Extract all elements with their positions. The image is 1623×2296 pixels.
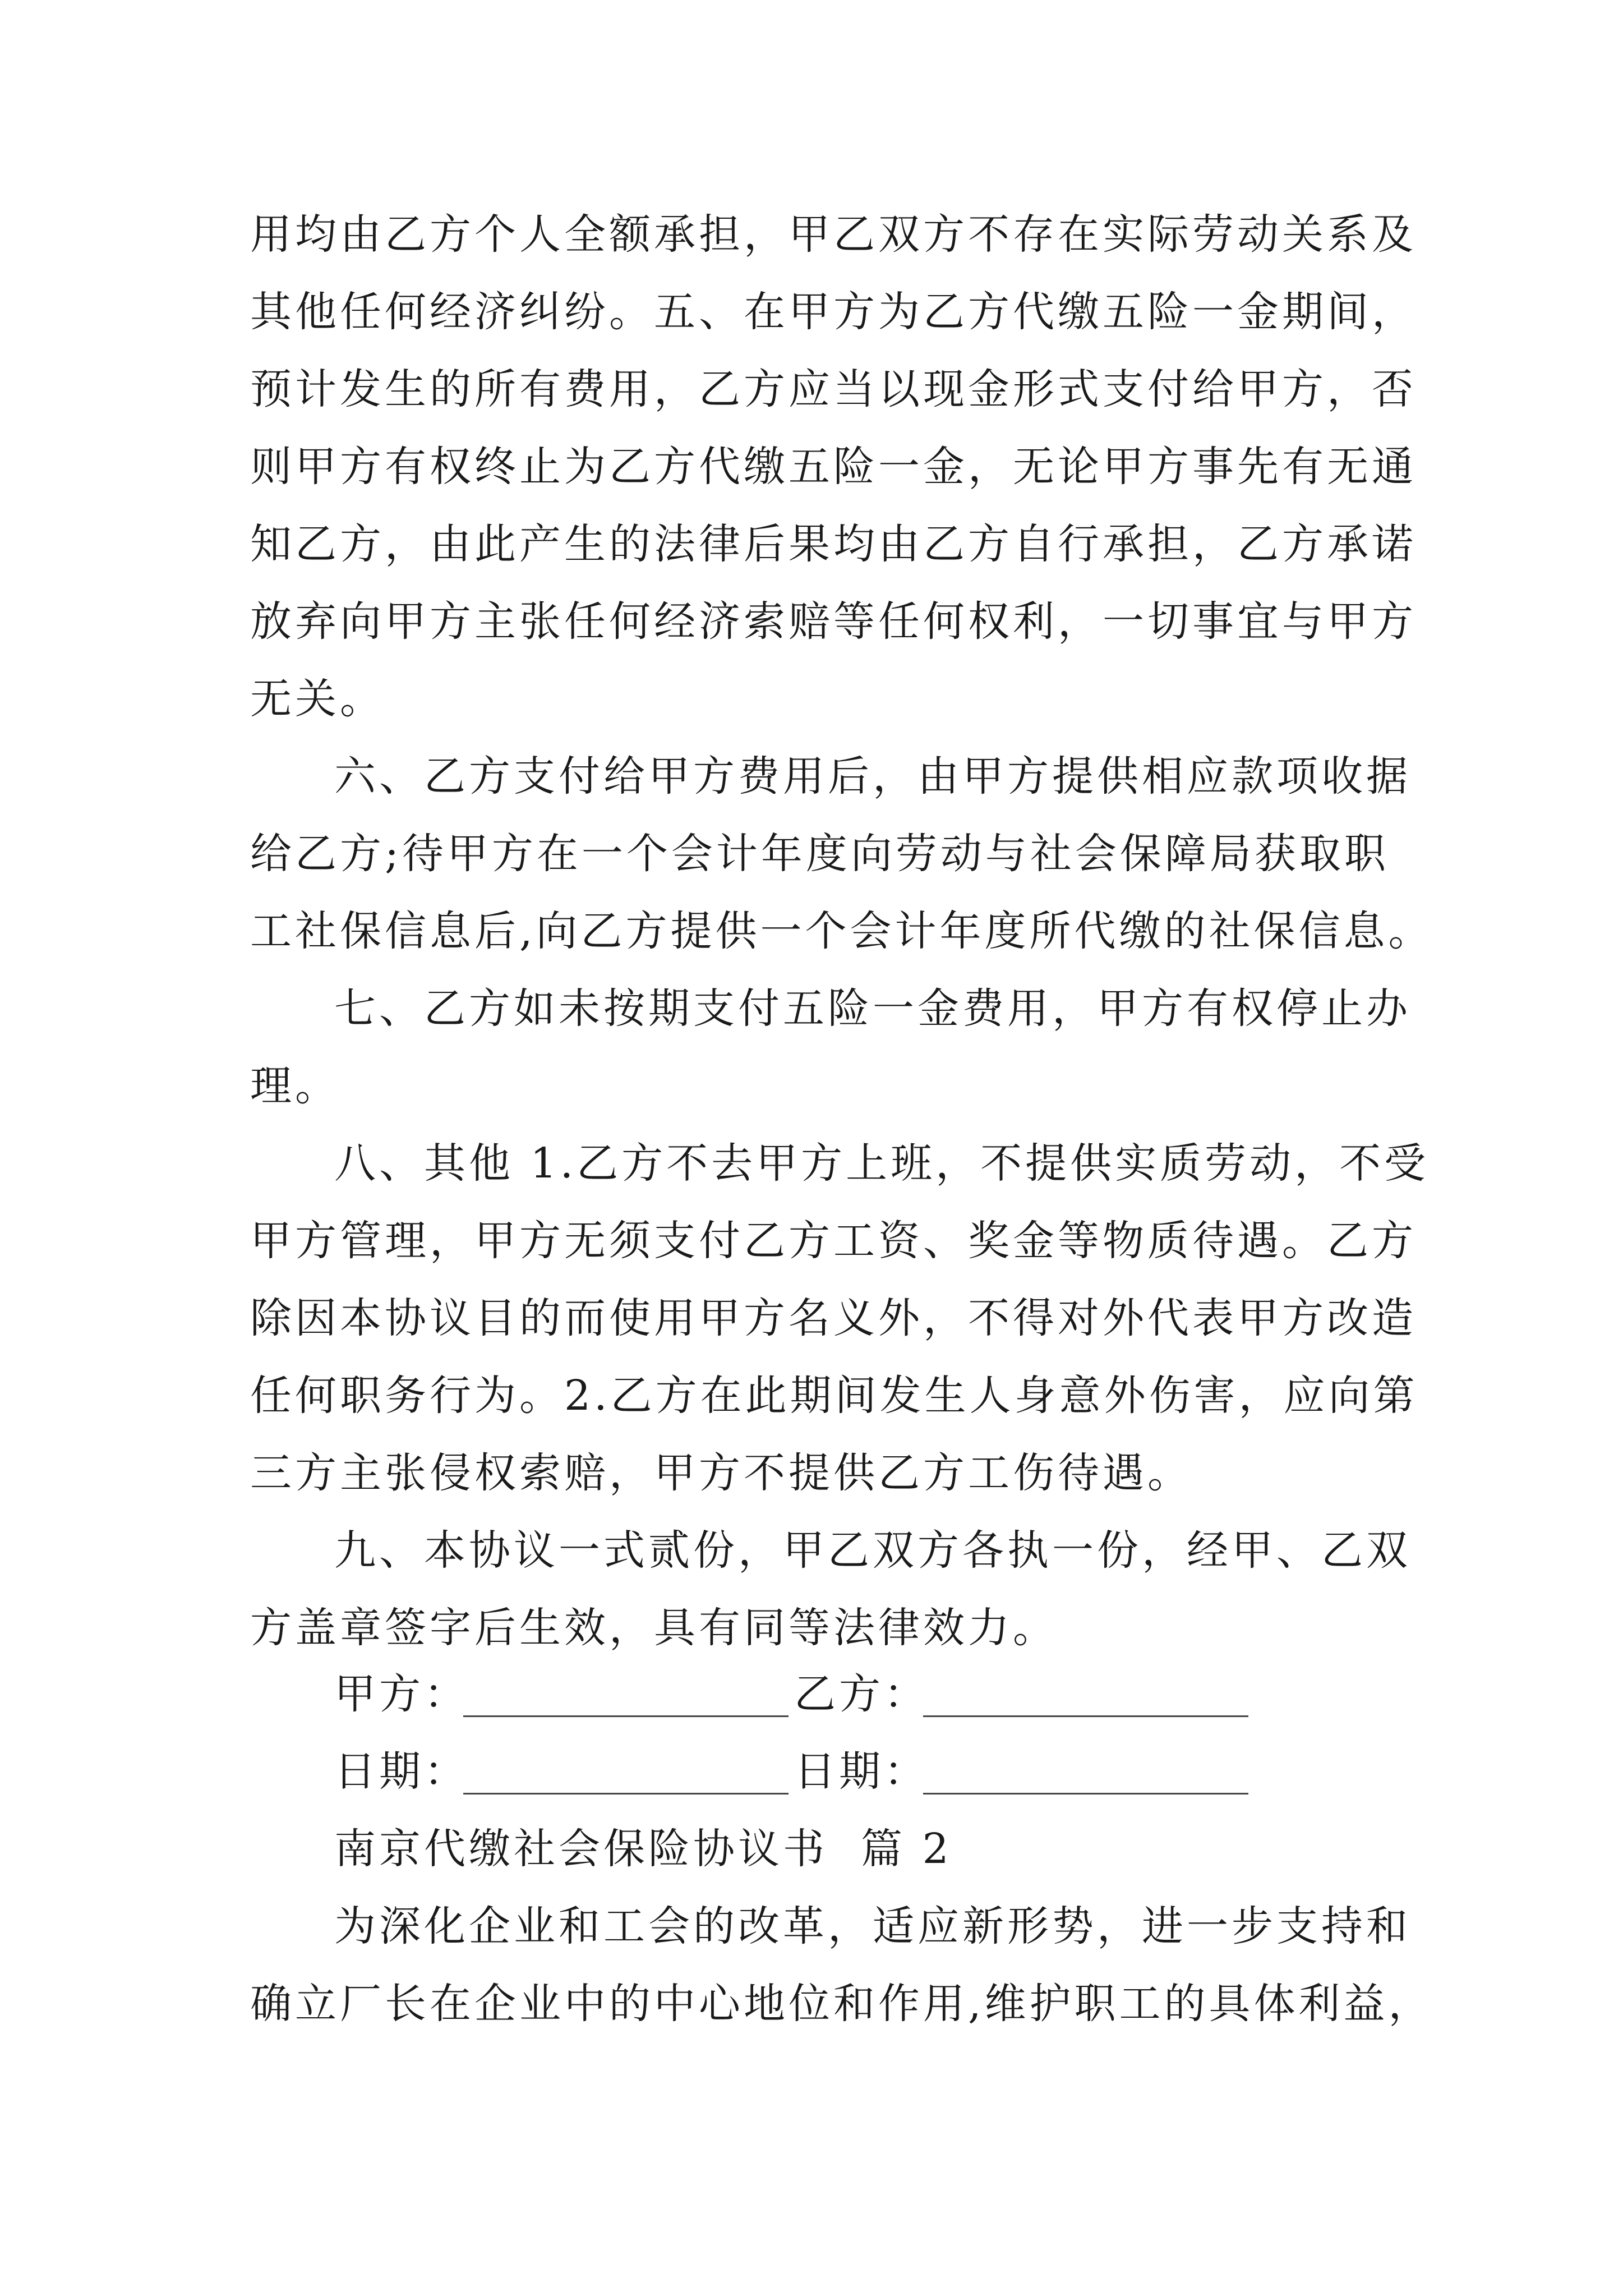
party-a-signature-line [463,1715,789,1717]
text-line-18: 九、本协议一式贰份，甲乙双方各执一份，经甲、乙双 [334,1526,1411,1575]
section-heading: 南京代缴社会保险协议书 篇 2 [334,1825,952,1873]
text-line-13: 八、其他 1.乙方不去甲方上班，不提供实质劳动，不受 [334,1139,1430,1188]
date-b-line [923,1793,1248,1795]
text-line-4: 则甲方有权终止为乙方代缴五险一金，无论甲方事先有无通 [250,443,1417,491]
text-line-3: 预计发生的所有费用，乙方应当以现金形式支付给甲方，否 [250,365,1417,413]
text-line-1: 用均由乙方个人全额承担，甲乙双方不存在实际劳动关系及 [250,210,1417,259]
text-line-2: 其他任何经济纠纷。五、在甲方为乙方代缴五险一金期间， [250,288,1417,336]
party-b-signature-line [923,1715,1248,1717]
text-line-8: 六、乙方支付给甲方费用后，由甲方提供相应款项收据 [334,752,1411,800]
text-line-11: 七、乙方如未按期支付五险一金费用，甲方有权停止办 [334,984,1411,1033]
text-line-12: 理。 [250,1062,340,1110]
date-a-label: 日期： [334,1747,469,1796]
date-b-label: 日期： [794,1747,929,1796]
text-line-6: 放弃向甲方主张任何经济索赔等任何权利，一切事宜与甲方 [250,597,1417,646]
text-line-19: 方盖章签字后生效，具有同等法律效力。 [250,1604,1058,1652]
text-line-15: 除因本协议目的而使用甲方名义外，不得对外代表甲方改造 [250,1294,1417,1342]
text-line-9: 给乙方;待甲方在一个会计年度向劳动与社会保障局获取职 [250,830,1389,878]
text-line-17: 三方主张侵权索赔，甲方不提供乙方工伤待遇。 [250,1449,1192,1497]
party-b-label: 乙方： [794,1670,929,1718]
closing-line-2: 确立厂长在企业中的中心地位和作用,维护职工的具体利益， [250,1980,1433,2028]
text-line-14: 甲方管理，甲方无须支付乙方工资、奖金等物质待遇。乙方 [250,1217,1417,1265]
text-line-16: 任何职务行为。2.乙方在此期间发生人身意外伤害，应向第 [250,1372,1418,1420]
text-line-7: 无关。 [250,675,385,723]
text-line-5: 知乙方，由此产生的法律后果均由乙方自行承担，乙方承诺 [250,520,1417,568]
party-a-label: 甲方： [334,1670,469,1718]
closing-line-1: 为深化企业和工会的改革，适应新形势，进一步支持和 [334,1902,1411,1950]
text-line-10: 工社保信息后,向乙方提供一个会计年度所代缴的社保信息。 [250,907,1433,955]
date-a-line [463,1793,789,1795]
